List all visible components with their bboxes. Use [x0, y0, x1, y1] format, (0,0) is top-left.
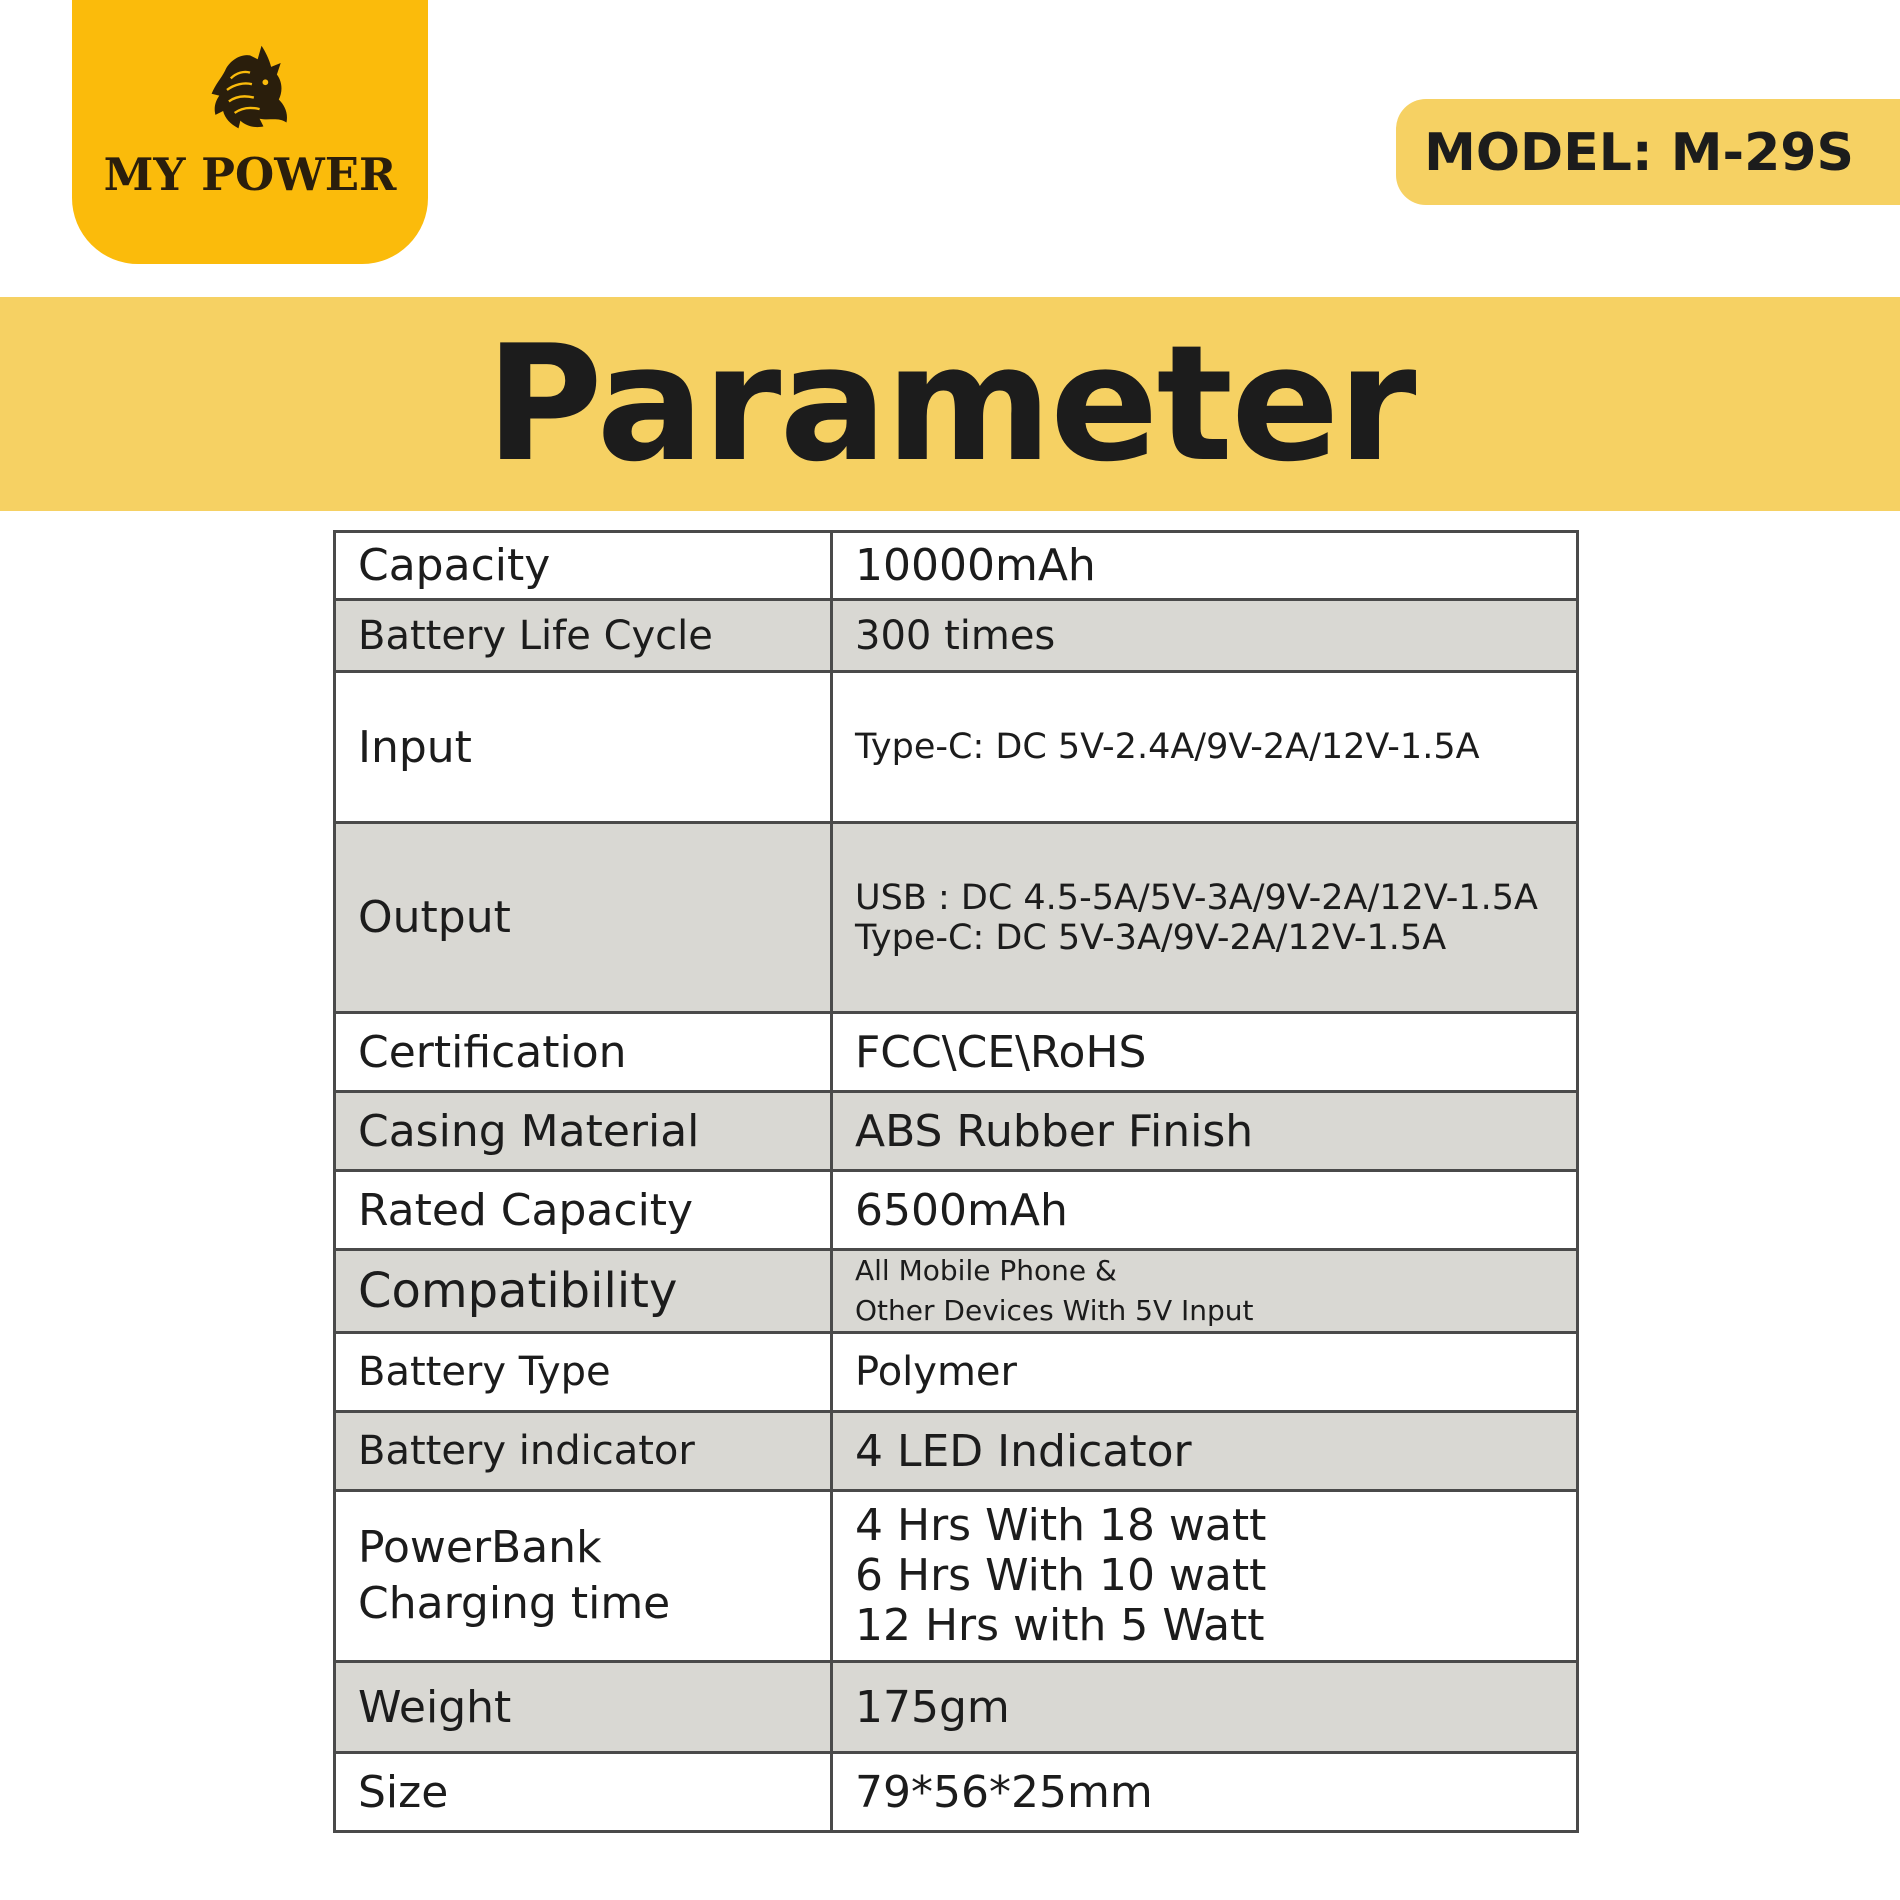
spec-label-line: PowerBank	[358, 1522, 602, 1573]
brand-logo	[72, 0, 428, 264]
spec-value-line: Other Devices With 5V Input	[855, 1294, 1254, 1327]
spec-row-capacity	[335, 532, 1578, 600]
spec-label: Capacity	[335, 532, 832, 600]
model-label: MODEL: M-29S	[1424, 123, 1854, 183]
spec-value: 10000mAh	[832, 532, 1578, 600]
spec-value: Type-C: DC 5V-2.4A/9V-2A/12V-1.5A	[832, 672, 1578, 823]
spec-value: FCC\CE\RoHS	[832, 1013, 1578, 1092]
spec-label: Casing Material	[335, 1092, 832, 1171]
spec-label: Rated Capacity	[335, 1171, 832, 1250]
spec-label: Output	[335, 823, 832, 1013]
spec-value-line: 6 Hrs With 10 watt	[855, 1550, 1267, 1601]
spec-value	[832, 1250, 1578, 1333]
spec-row-weight	[335, 1662, 1578, 1753]
spec-value-line: Type-C: DC 5V-3A/9V-2A/12V-1.5A	[855, 917, 1447, 958]
spec-row-rated-capacity	[335, 1171, 1578, 1250]
horse-head-icon	[202, 40, 298, 136]
spec-row-certification	[335, 1013, 1578, 1092]
spec-value: 6500mAh	[832, 1171, 1578, 1250]
brand-name: MY POWER	[103, 148, 397, 201]
spec-value: ABS Rubber Finish	[832, 1092, 1578, 1171]
spec-value: 79*56*25mm	[832, 1753, 1578, 1832]
spec-value	[832, 1491, 1578, 1662]
spec-label	[335, 1491, 832, 1662]
spec-row-battery-life-cycle	[335, 600, 1578, 672]
spec-label: Compatibility	[335, 1250, 832, 1333]
spec-label: Size	[335, 1753, 832, 1832]
spec-row-output	[335, 823, 1578, 1013]
spec-value-line: All Mobile Phone &	[855, 1254, 1117, 1287]
spec-row-size	[335, 1753, 1578, 1832]
spec-label: Weight	[335, 1662, 832, 1753]
spec-label: Battery indicator	[335, 1412, 832, 1491]
spec-value: Polymer	[832, 1333, 1578, 1412]
spec-row-compatibility	[335, 1250, 1578, 1333]
spec-value-line: 12 Hrs with 5 Watt	[855, 1600, 1265, 1651]
spec-value: 175gm	[832, 1662, 1578, 1753]
spec-label: Input	[335, 672, 832, 823]
spec-value: 300 times	[832, 600, 1578, 672]
spec-row-battery-indicator	[335, 1412, 1578, 1491]
spec-value: 4 LED Indicator	[832, 1412, 1578, 1491]
spec-label-line: Charging time	[358, 1578, 671, 1629]
page-title: Parameter	[485, 310, 1415, 497]
spec-row-charging-time	[335, 1491, 1578, 1662]
spec-value-line: 4 Hrs With 18 watt	[855, 1500, 1267, 1551]
spec-table	[333, 530, 1579, 1833]
spec-label: Battery Life Cycle	[335, 600, 832, 672]
spec-row-input	[335, 672, 1578, 823]
spec-row-battery-type	[335, 1333, 1578, 1412]
spec-label: Certification	[335, 1013, 832, 1092]
spec-label: Battery Type	[335, 1333, 832, 1412]
spec-value	[832, 823, 1578, 1013]
spec-row-casing-material	[335, 1092, 1578, 1171]
spec-value-line: USB : DC 4.5-5A/5V-3A/9V-2A/12V-1.5A	[855, 877, 1538, 918]
